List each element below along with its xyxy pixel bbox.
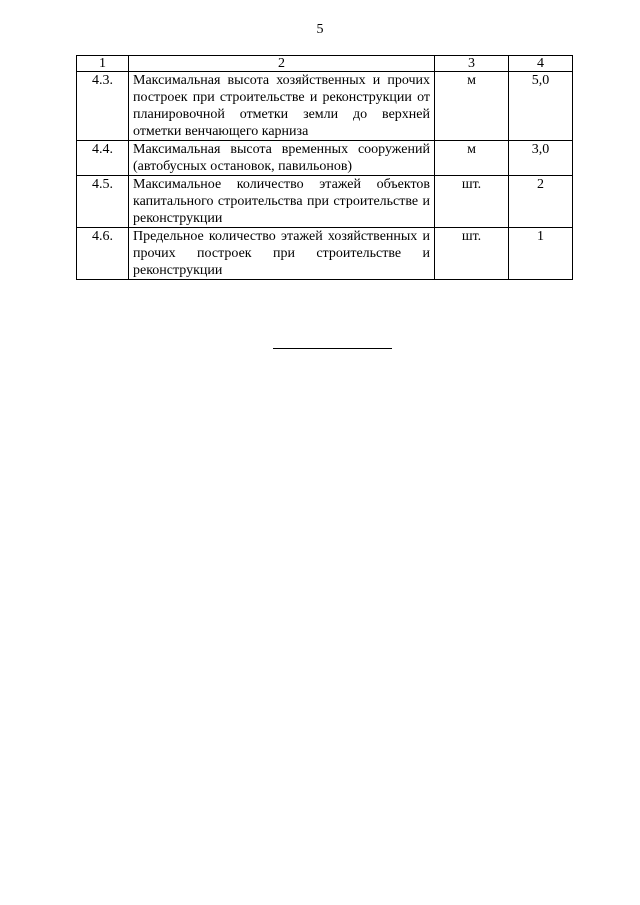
column-header: 3	[435, 56, 509, 72]
table-header-row	[77, 56, 573, 72]
row-description: Предельное количество этажей хозяйственных и прочих построек при строительстве и реконструкции	[129, 228, 435, 280]
end-of-document-rule	[273, 348, 392, 349]
row-value: 5,0	[509, 72, 573, 141]
column-header: 2	[129, 56, 435, 72]
row-value: 3,0	[509, 141, 573, 176]
row-unit: м	[435, 72, 509, 141]
row-number: 4.3.	[77, 72, 129, 141]
row-unit: м	[435, 141, 509, 176]
row-value: 1	[509, 228, 573, 280]
column-header: 4	[509, 56, 573, 72]
table-row	[77, 228, 573, 280]
row-number: 4.4.	[77, 141, 129, 176]
row-number: 4.5.	[77, 176, 129, 228]
table-row	[77, 72, 573, 141]
row-unit: шт.	[435, 176, 509, 228]
row-number: 4.6.	[77, 228, 129, 280]
row-description: Максимальное количество этажей объектов капитального строительства при строительстве и реконструкции	[129, 176, 435, 228]
page-number: 5	[316, 22, 324, 37]
row-description: Максимальная высота хозяйственных и прочих построек при строительстве и реконструкции от планировочной отметки земли до верхней отметки венчающего карниза	[129, 72, 435, 141]
row-unit: шт.	[435, 228, 509, 280]
row-description: Максимальная высота временных сооружений (автобусных остановок, павильонов)	[129, 141, 435, 176]
parameters-table	[76, 55, 573, 280]
table-row	[77, 141, 573, 176]
row-value: 2	[509, 176, 573, 228]
column-header: 1	[77, 56, 129, 72]
table-row	[77, 176, 573, 228]
